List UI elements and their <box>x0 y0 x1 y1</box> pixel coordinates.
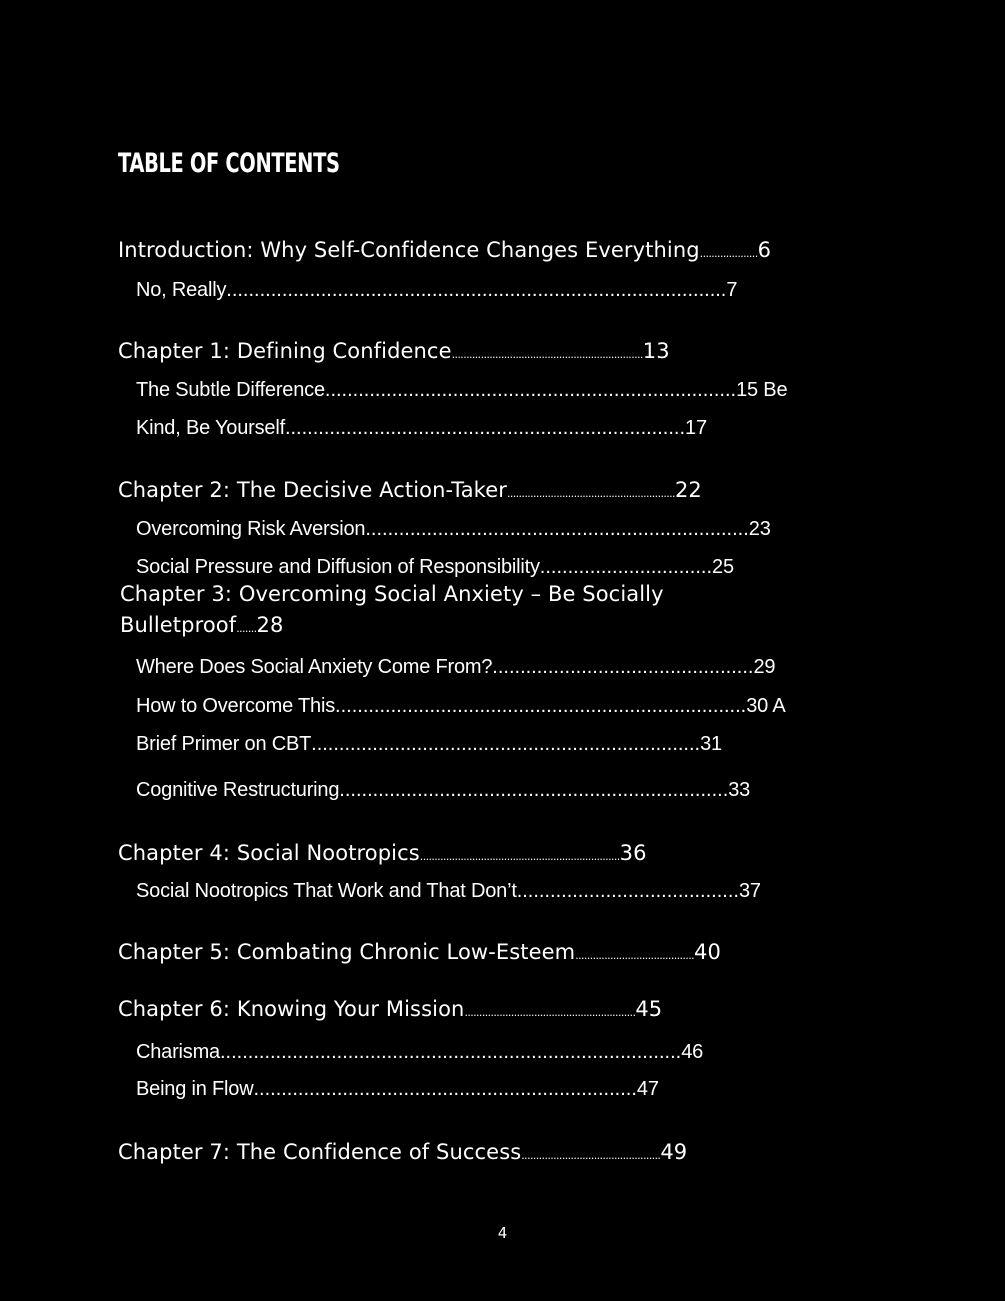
toc-page-number: 28 <box>256 613 284 637</box>
leader-dots: ..................................................................... <box>365 518 749 540</box>
toc-entry-text: How to Overcome This <box>136 695 336 717</box>
toc-page-number: 33 <box>728 779 751 801</box>
toc-page-number: 6 <box>757 238 772 262</box>
toc-entry-text: Kind, Be Yourself <box>136 417 285 439</box>
toc-entry-being-in-flow <box>136 1078 659 1101</box>
leader-dots: ....... <box>236 622 257 635</box>
toc-entry-subtle-difference <box>136 379 787 402</box>
leader-dots: ................................................................................... <box>219 1041 682 1063</box>
toc-entry-text: Chapter 3: Overcoming Social Anxiety – Be Socially <box>120 582 664 606</box>
leader-dots: ........................................................... <box>464 1006 636 1019</box>
toc-page-number: 23 <box>748 518 771 540</box>
leader-dots: .......................................................................... <box>324 379 737 401</box>
leader-dots: .................... <box>699 247 758 260</box>
leader-dots: .......................................................................... <box>335 695 747 717</box>
leader-dots: ...................................................................... <box>311 733 701 755</box>
leader-dots: .................................................................. <box>451 348 643 361</box>
leader-dots: ...................................................................... <box>339 779 729 801</box>
toc-entry-chapter-4 <box>118 841 647 865</box>
toc-entry-social-anxiety-origin <box>136 656 775 679</box>
toc-page-number: 29 <box>753 656 776 678</box>
toc-entry-text: Introduction: Why Self-Confidence Changes Everything <box>118 238 700 262</box>
toc-entry-chapter-1 <box>118 339 670 363</box>
toc-entry-social-nootropics-work <box>136 880 761 903</box>
toc-page-number: 25 <box>712 556 734 578</box>
toc-page-number: 22 <box>674 478 702 502</box>
toc-entry-text: Social Pressure and Diffusion of Responsibility <box>136 556 540 578</box>
toc-entry-kind-be-yourself <box>136 417 707 440</box>
toc-entry-introduction <box>118 238 771 262</box>
toc-entry-tail: A <box>768 695 786 717</box>
toc-entry-chapter-3-continued <box>120 613 283 637</box>
toc-entry-text: Chapter 6: Knowing Your Mission <box>118 997 465 1021</box>
toc-entry-risk-aversion <box>136 518 771 541</box>
toc-page-number: 17 <box>685 417 707 439</box>
toc-entry-chapter-6 <box>118 997 662 1021</box>
toc-page-number: 49 <box>660 1140 688 1164</box>
leader-dots: .......................................................................................... <box>226 279 727 301</box>
toc-entry-text: The Subtle Difference <box>136 379 325 401</box>
toc-entry-text: Being in Flow <box>136 1078 254 1100</box>
toc-entry-chapter-5 <box>118 940 721 964</box>
toc-page-number: 7 <box>726 279 738 301</box>
toc-entry-text: Overcoming Risk Aversion <box>136 518 366 540</box>
leader-dots: ..................................................................... <box>419 850 620 863</box>
toc-page-number: 30 <box>746 695 769 717</box>
toc-entry-social-pressure <box>136 556 734 579</box>
page-number: 4 <box>497 1224 508 1242</box>
leader-dots: ..................................................................... <box>253 1078 637 1100</box>
toc-entry-charisma <box>136 1041 703 1064</box>
toc-page-number: 37 <box>738 880 761 902</box>
leader-dots: ............................................... <box>492 656 754 678</box>
toc-page-number: 36 <box>619 841 647 865</box>
leader-dots: .......................................................... <box>506 487 675 500</box>
toc-entry-cbt-primer <box>136 733 722 756</box>
leader-dots: ......................................... <box>575 949 694 962</box>
toc-entry-text: Social Nootropics That Work and That Don’t <box>136 880 517 902</box>
toc-entry-text: Chapter 5: Combating Chronic Low-Esteem <box>118 940 576 964</box>
toc-entry-no-really <box>136 279 737 302</box>
toc-entry-text: Chapter 1: Defining Confidence <box>118 339 452 363</box>
toc-entry-cognitive-restructuring <box>136 779 750 802</box>
toc-entry-text: Cognitive Restructuring <box>136 779 340 801</box>
toc-page-number: 31 <box>700 733 722 755</box>
toc-entry-text: Brief Primer on CBT <box>136 733 312 755</box>
leader-dots: ........................................ <box>516 880 739 902</box>
toc-entry-text: Chapter 2: The Decisive Action-Taker <box>118 478 507 502</box>
leader-dots: ........................................................................ <box>284 417 686 439</box>
toc-entry-text: Bulletproof <box>120 613 237 637</box>
toc-entry-text: Where Does Social Anxiety Come From? <box>136 656 493 678</box>
toc-entry-text: Chapter 4: Social Nootropics <box>118 841 420 865</box>
toc-page-number: 46 <box>681 1041 704 1063</box>
toc-page-number: 45 <box>635 997 663 1021</box>
toc-entry-text: Charisma <box>136 1041 220 1063</box>
toc-entry-chapter-2 <box>118 478 702 502</box>
toc-entry-chapter-3 <box>120 582 664 606</box>
toc-page-number: 47 <box>636 1078 659 1100</box>
page-title: TABLE OF CONTENTS <box>118 148 340 179</box>
toc-entry-text: Chapter 7: The Confidence of Success <box>118 1140 522 1164</box>
toc-entry-text: No, Really <box>136 279 227 301</box>
toc-entry-tail: Be <box>757 379 788 401</box>
leader-dots: ............................... <box>539 556 713 578</box>
toc-page-number: 13 <box>642 339 670 363</box>
toc-page-number: 15 <box>736 379 758 401</box>
toc-entry-chapter-7 <box>118 1140 687 1164</box>
leader-dots: ................................................ <box>521 1149 661 1162</box>
toc-entry-how-to-overcome <box>136 695 786 718</box>
toc-page-number: 40 <box>694 940 721 964</box>
